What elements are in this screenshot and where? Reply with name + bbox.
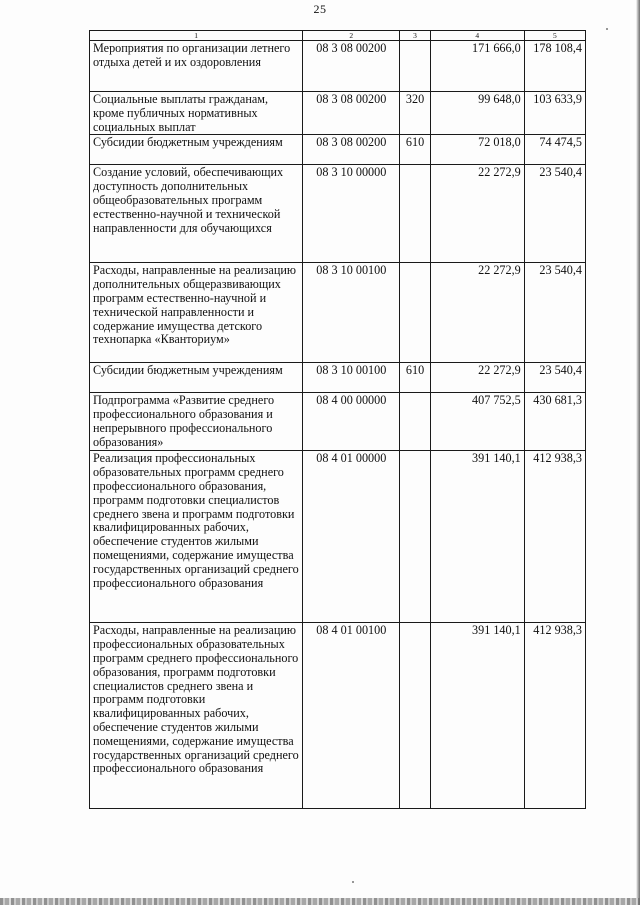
column-number-5: 5 — [524, 31, 585, 41]
row-target-code: 08 3 10 00100 — [303, 263, 400, 363]
row-name: Реализация профессиональных образовательных программ среднего профессионального образования, программ подготовки специалистов среднего звена и программ подготовки квалифицированных рабочих, обеспечение студентов жилыми помещениями, содержание имущества государственных организаций среднего профессионального образования — [90, 451, 303, 623]
row-name: Мероприятия по организации летнего отдыха детей и их оздоровления — [90, 41, 303, 92]
table-row — [90, 92, 586, 135]
table-row — [90, 363, 586, 393]
row-target-code: 08 3 10 00100 — [303, 363, 400, 393]
row-name: Расходы, направленные на реализацию дополнительных общеразвивающих программ естественно-научной и технической направленности и содержание имущества детского технопарка «Кванториум» — [90, 263, 303, 363]
column-number-3: 3 — [400, 31, 431, 41]
row-amount-year2: 103 633,9 — [524, 92, 585, 135]
table-row — [90, 393, 586, 451]
row-expense-type: 320 — [400, 92, 431, 135]
row-amount-year1: 391 140,1 — [430, 623, 524, 809]
row-name: Субсидии бюджетным учреждениям — [90, 363, 303, 393]
row-name: Создание условий, обеспечивающих доступность дополнительных общеобразовательных программ естественно-научной и технической направленности для обучающихся — [90, 165, 303, 263]
budget-table — [89, 30, 586, 809]
scan-speck — [606, 28, 608, 30]
row-target-code: 08 4 01 00100 — [303, 623, 400, 809]
row-amount-year1: 22 272,9 — [430, 363, 524, 393]
row-amount-year2: 178 108,4 — [524, 41, 585, 92]
row-amount-year2: 412 938,3 — [524, 451, 585, 623]
table-row — [90, 165, 586, 263]
row-amount-year2: 74 474,5 — [524, 135, 585, 165]
row-name: Расходы, направленные на реализацию профессиональных образовательных программ среднего профессионального образования, программ подготовки специалистов среднего звена и программ подготовки квалифицированных рабочих, обеспечение студентов жилыми помещениями, содержание имущества государственных организаций среднего профессионального образования — [90, 623, 303, 809]
row-target-code: 08 4 01 00000 — [303, 451, 400, 623]
row-amount-year1: 407 752,5 — [430, 393, 524, 451]
column-number-row — [90, 31, 586, 41]
row-expense-type — [400, 41, 431, 92]
row-amount-year2: 412 938,3 — [524, 623, 585, 809]
row-amount-year1: 391 140,1 — [430, 451, 524, 623]
row-amount-year2: 23 540,4 — [524, 165, 585, 263]
table-row — [90, 623, 586, 809]
row-amount-year2: 430 681,3 — [524, 393, 585, 451]
scan-bottom-edge — [0, 898, 640, 905]
row-expense-type: 610 — [400, 135, 431, 165]
row-name: Социальные выплаты гражданам, кроме публичных нормативных социальных выплат — [90, 92, 303, 135]
row-name: Субсидии бюджетным учреждениям — [90, 135, 303, 165]
row-name: Подпрограмма «Развитие среднего профессионального образования и непрерывного профессионального образования» — [90, 393, 303, 451]
row-expense-type — [400, 623, 431, 809]
row-amount-year1: 72 018,0 — [430, 135, 524, 165]
table-row — [90, 135, 586, 165]
row-target-code: 08 4 00 00000 — [303, 393, 400, 451]
page-number: 25 — [313, 2, 327, 16]
table-row — [90, 41, 586, 92]
row-amount-year1: 22 272,9 — [430, 263, 524, 363]
column-number-1: 1 — [90, 31, 303, 41]
row-target-code: 08 3 08 00200 — [303, 135, 400, 165]
row-expense-type: 610 — [400, 363, 431, 393]
row-target-code: 08 3 08 00200 — [303, 92, 400, 135]
table-row — [90, 263, 586, 363]
row-expense-type — [400, 451, 431, 623]
scan-right-edge — [636, 0, 640, 905]
column-number-4: 4 — [430, 31, 524, 41]
row-expense-type — [400, 263, 431, 363]
row-amount-year1: 171 666,0 — [430, 41, 524, 92]
row-expense-type — [400, 393, 431, 451]
row-target-code: 08 3 08 00200 — [303, 41, 400, 92]
column-number-2: 2 — [303, 31, 400, 41]
table-row — [90, 451, 586, 623]
row-expense-type — [400, 165, 431, 263]
scan-speck — [352, 881, 354, 883]
row-amount-year2: 23 540,4 — [524, 263, 585, 363]
row-amount-year1: 22 272,9 — [430, 165, 524, 263]
row-amount-year2: 23 540,4 — [524, 363, 585, 393]
row-amount-year1: 99 648,0 — [430, 92, 524, 135]
row-target-code: 08 3 10 00000 — [303, 165, 400, 263]
